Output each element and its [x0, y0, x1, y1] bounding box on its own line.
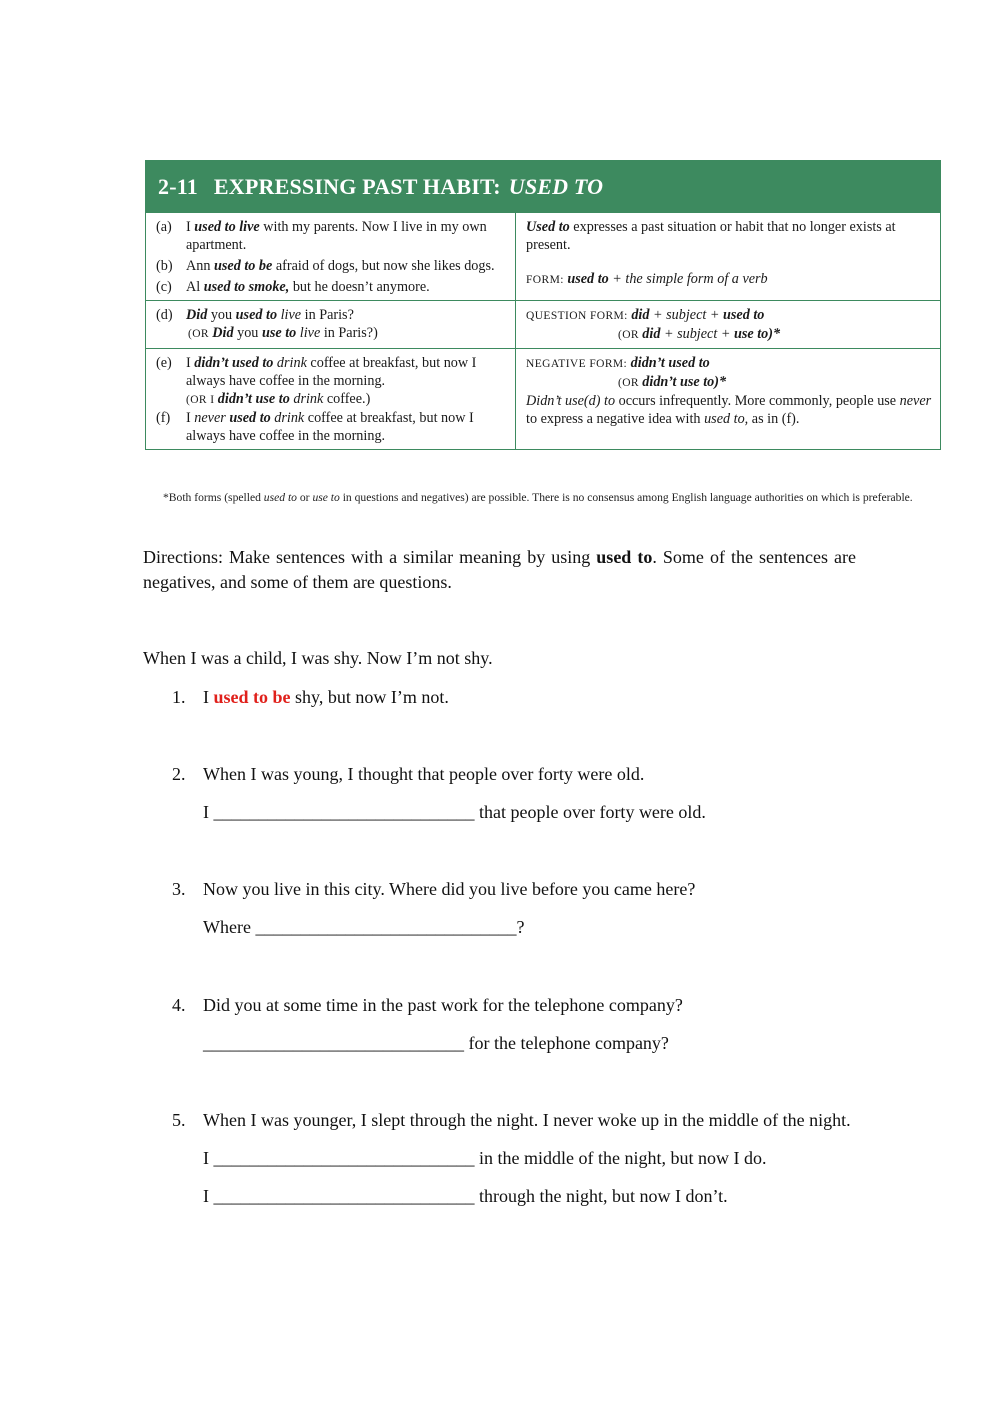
chart-row-3-examples [146, 349, 516, 449]
example-d: (d) Did you used to live in Paris? (OR Did you use to live in Paris?) [156, 307, 378, 341]
chart-footnote: *Both forms (spelled used to or use to in questions and negatives) are possible. There is no consensus among English language authorities on which is preferable. [163, 491, 913, 504]
chart-row-2-examples [146, 301, 516, 348]
chart-header [146, 161, 940, 212]
chart-number: 2-11 [158, 173, 198, 199]
exercise-4-prompt: Did you at some time in the past work for the telephone company? [203, 995, 683, 1015]
example-f: (f) I never used to drink coffee at breakfast, but now I always have coffee in the morning. [156, 410, 474, 444]
chart-row-2 [146, 300, 940, 348]
exercise-3-prompt: Now you live in this city. Where did you live before you came here? [203, 879, 696, 899]
form-rule: FORM: used to + the simple form of a verb [526, 271, 768, 287]
chart-row-1 [146, 212, 940, 300]
chart-title-italic: USED TO [508, 173, 604, 199]
question-form-rule: QUESTION FORM: did + subject + used to [526, 307, 765, 323]
answer-blank[interactable]: Where _____________________________? [203, 917, 525, 937]
chart-row-1-examples [146, 213, 516, 300]
exercise-2-prompt: When I was young, I thought that people over forty were old. [203, 764, 645, 784]
chart-row-1-explanation: Used to expresses a past situation or habit that no longer exists at present. FORM: used to + the simple form of a verb [516, 213, 940, 300]
chart-row-2-explanation: QUESTION FORM: did + subject + used to (OR did + subject + use to)* [516, 301, 940, 348]
example-intro: When I was a child, I was shy. Now I’m not shy. [143, 648, 493, 668]
answer-blank[interactable]: I _____________________________ through the night, but now I don’t. [203, 1186, 728, 1206]
example-b: (b) Ann used to be afraid of dogs, but now she likes dogs. [156, 258, 495, 274]
example-e: (e) I didn’t used to drink coffee at breakfast, but now I always have coffee in the morning. (OR I didn’t use to drink coffee.) [156, 355, 477, 407]
sample-answer: used to be [213, 687, 291, 707]
example-a: (a) I used to live with my parents. Now I live in my own apartment. [156, 219, 487, 253]
example-c: (c) Al used to smoke, but he doesn’t anymore. [156, 279, 430, 295]
chart-row-3-explanation: NEGATIVE FORM: didn’t used to (OR didn’t use to)* Didn’t use(d) to occurs infrequently. More commonly, people use never to express a negative idea with used to, as in (f). [516, 349, 940, 449]
chart-row-3 [146, 348, 940, 449]
answer-blank[interactable]: I _____________________________ in the middle of the night, but now I do. [203, 1148, 767, 1168]
directions: Directions: Make sentences with a similar meaning by using used to. Some of the sentences are negatives, and some of them are questions. [143, 547, 856, 592]
answer-blank[interactable]: I _____________________________ that people over forty were old. [203, 802, 706, 822]
negative-form-rule: NEGATIVE FORM: didn’t used to [526, 355, 710, 371]
answer-blank[interactable]: _____________________________ for the telephone company? [203, 1033, 669, 1053]
exercise-5-prompt: When I was younger, I slept through the night. I never woke up in the middle of the night. [203, 1110, 851, 1130]
chart-title: EXPRESSING PAST HABIT: [213, 173, 501, 199]
grammar-chart [145, 160, 941, 450]
